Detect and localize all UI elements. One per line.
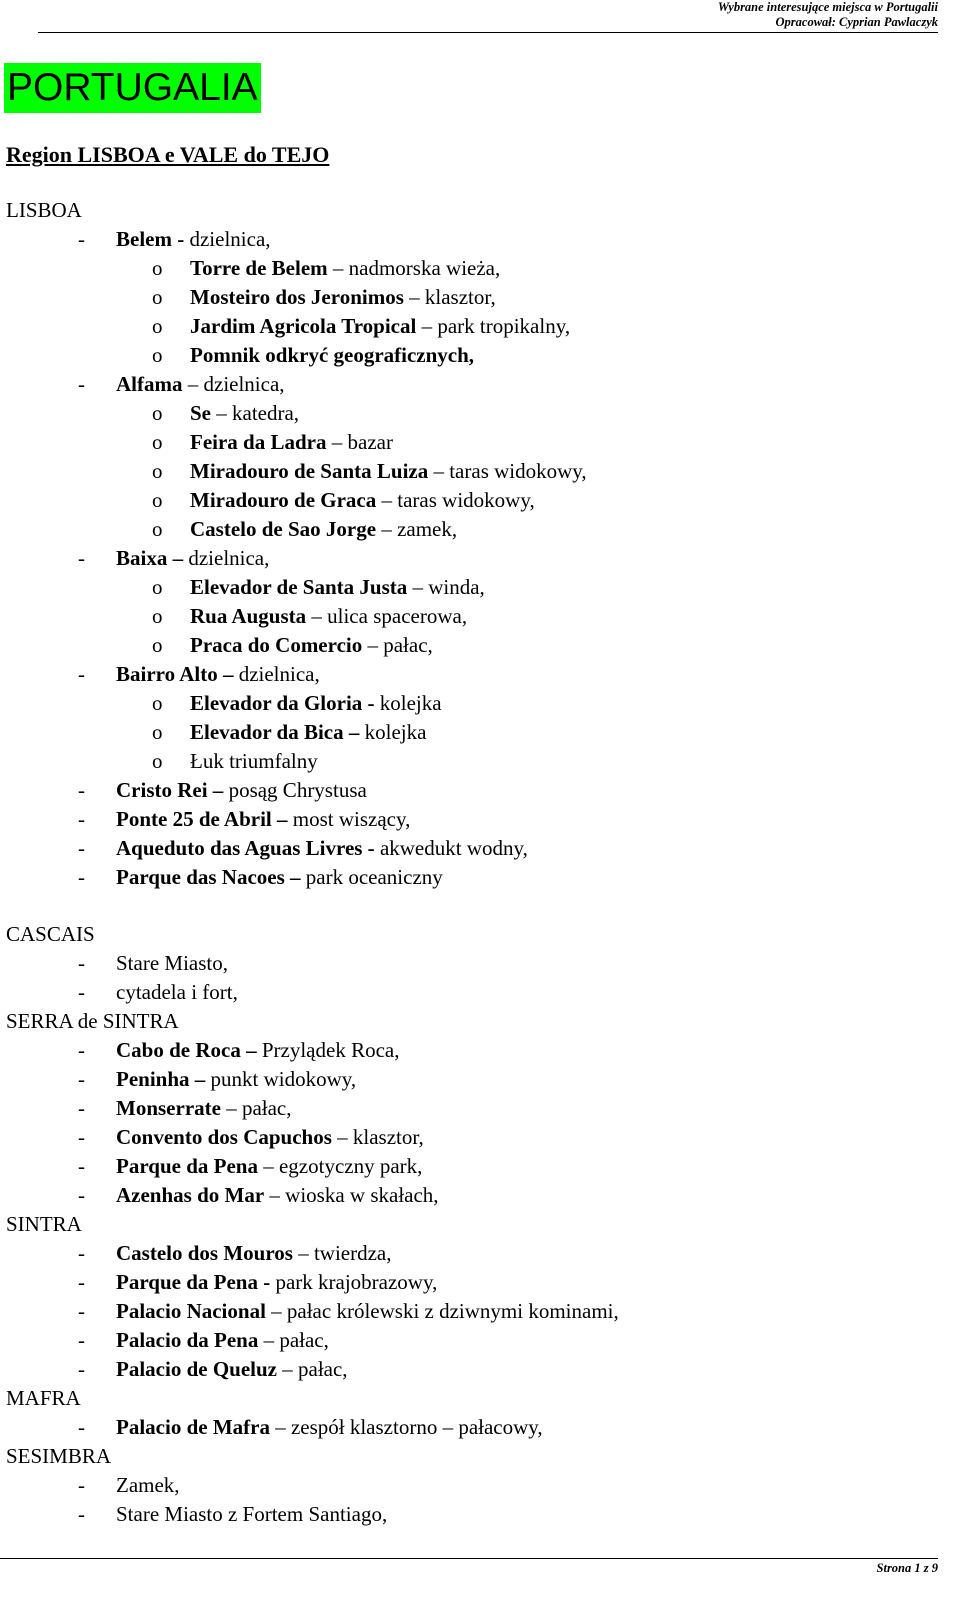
circle-bullet: o <box>152 430 163 454</box>
list-item <box>6 1268 936 1297</box>
place-name: Jardim Agricola Tropical <box>190 314 417 338</box>
item-text <box>190 747 318 776</box>
place-name: Pomnik odkryć geograficznych, <box>190 343 475 367</box>
section-heading: CASCAIS <box>6 922 95 946</box>
dash-bullet: - <box>78 807 85 831</box>
place-name: Monserrate <box>116 1096 221 1120</box>
header-line-1: Wybrane interesujące miejsca w Portugalii <box>717 0 938 14</box>
sub-list-item <box>6 428 936 457</box>
place-description: – pałac, <box>362 633 433 657</box>
sub-list-item <box>6 486 936 515</box>
item-text <box>116 225 271 254</box>
item-text <box>190 428 393 457</box>
section-heading: MAFRA <box>6 1386 81 1410</box>
circle-bullet: o <box>152 604 163 628</box>
circle-bullet: o <box>152 285 163 309</box>
item-text <box>116 1094 292 1123</box>
place-name: Castelo dos Mouros <box>116 1241 293 1265</box>
sub-list-item <box>6 254 936 283</box>
item-text <box>116 834 528 863</box>
place-description: dzielnica, <box>184 227 271 251</box>
sub-list-item <box>6 718 936 747</box>
item-text <box>116 1297 619 1326</box>
place-description: punkt widokowy, <box>205 1067 357 1091</box>
circle-bullet: o <box>152 488 163 512</box>
place-name: Palacio de Queluz <box>116 1357 277 1381</box>
place-description: – klasztor, <box>331 1125 424 1149</box>
sub-list-item <box>6 747 936 776</box>
item-text <box>190 718 426 747</box>
place-name: Azenhas do Mar <box>116 1183 265 1207</box>
list-item <box>6 660 936 689</box>
dash-bullet: - <box>78 1270 85 1294</box>
place-description: – ulica spacerowa, <box>306 604 468 628</box>
list-item <box>6 1065 936 1094</box>
place-name: Praca do Comercio <box>190 633 363 657</box>
place-description: kolejka <box>359 720 427 744</box>
place-description: most wiszący, <box>287 807 411 831</box>
place-description: dzielnica, <box>183 546 270 570</box>
item-text <box>190 486 535 515</box>
list-item <box>6 805 936 834</box>
item-text <box>116 776 367 805</box>
place-name: Palacio de Mafra <box>116 1415 270 1439</box>
list-item <box>6 1123 936 1152</box>
place-name: Elevador de Santa Justa <box>190 575 408 599</box>
section-heading: SESIMBRA <box>6 1444 112 1468</box>
section-mafra <box>6 1384 936 1442</box>
place-name: Elevador da Gloria - <box>190 691 375 715</box>
place-name: Mosteiro dos Jeronimos <box>190 285 404 309</box>
circle-bullet: o <box>152 256 163 280</box>
place-description: – pałac, <box>220 1096 292 1120</box>
dash-bullet: - <box>78 1328 85 1352</box>
page-footer: Strona 1 z 9 <box>0 1558 938 1576</box>
section-sesimbra <box>6 1442 936 1529</box>
dash-bullet: - <box>78 865 85 889</box>
place-name: Palacio da Pena <box>116 1328 259 1352</box>
item-text <box>190 689 442 718</box>
sub-list-item <box>6 631 936 660</box>
circle-bullet: o <box>152 749 163 773</box>
list-item <box>6 1036 936 1065</box>
list-item <box>6 978 936 1007</box>
dash-bullet: - <box>78 372 85 396</box>
item-text <box>116 370 285 399</box>
dash-bullet: - <box>78 951 85 975</box>
circle-bullet: o <box>152 314 163 338</box>
item-text <box>190 283 496 312</box>
place-name: Feira da Ladra <box>190 430 327 454</box>
circle-bullet: o <box>152 517 163 541</box>
item-text <box>116 1036 399 1065</box>
section-heading: LISBOA <box>6 198 82 222</box>
place-description: – pałac, <box>258 1328 329 1352</box>
section-lisboa <box>6 196 936 892</box>
place-name: Peninha – <box>116 1067 206 1091</box>
dash-bullet: - <box>78 1154 85 1178</box>
item-text <box>116 1123 424 1152</box>
page-header <box>38 0 938 33</box>
place-description: posąg Chrystusa <box>223 778 367 802</box>
circle-bullet: o <box>152 633 163 657</box>
place-name: Castelo de Sao Jorge <box>190 517 377 541</box>
item-text <box>116 863 443 892</box>
sub-list-item <box>6 602 936 631</box>
item-text <box>116 949 228 978</box>
section-serra-de-sintra <box>6 1007 936 1210</box>
item-text <box>116 1355 348 1384</box>
dash-bullet: - <box>78 1038 85 1062</box>
item-text <box>190 399 299 428</box>
place-name: Palacio Nacional <box>116 1299 266 1323</box>
list-item <box>6 1297 936 1326</box>
place-description: Stare Miasto, <box>116 951 228 975</box>
circle-bullet: o <box>152 343 163 367</box>
list-item <box>6 776 936 805</box>
sub-list-item <box>6 341 936 370</box>
dash-bullet: - <box>78 546 85 570</box>
list-item <box>6 225 936 254</box>
document-title: PORTUGALIA <box>4 63 261 113</box>
dash-bullet: - <box>78 1125 85 1149</box>
header-line-2: Opracował: Cyprian Pawlaczyk <box>775 15 938 29</box>
place-name: Cabo de Roca – <box>116 1038 257 1062</box>
region-title: Region LISBOA e VALE do TEJO <box>6 142 330 167</box>
item-text <box>116 1152 422 1181</box>
item-text <box>116 1181 439 1210</box>
place-name: Alfama <box>116 372 183 396</box>
list-item <box>6 1239 936 1268</box>
place-name: Ponte 25 de Abril – <box>116 807 288 831</box>
dash-bullet: - <box>78 227 85 251</box>
circle-bullet: o <box>152 720 163 744</box>
list-item <box>6 1181 936 1210</box>
item-text <box>190 312 570 341</box>
dash-bullet: - <box>78 1473 85 1497</box>
place-name: Baixa – <box>116 546 184 570</box>
place-name: Elevador da Bica – <box>190 720 360 744</box>
item-text <box>116 1500 387 1529</box>
circle-bullet: o <box>152 459 163 483</box>
list-item <box>6 1471 936 1500</box>
place-name: Parque das Nacoes – <box>116 865 301 889</box>
place-name: Bairro Alto – <box>116 662 234 686</box>
place-description: Łuk triumfalny <box>190 749 318 773</box>
place-description: – pałac królewski z dziwnymi kominami, <box>265 1299 619 1323</box>
place-description: cytadela i fort, <box>116 980 238 1004</box>
item-text <box>116 978 238 1007</box>
item-text <box>190 515 457 544</box>
place-name: Rua Augusta <box>190 604 307 628</box>
sub-list-item <box>6 689 936 718</box>
section-sintra <box>6 1210 936 1384</box>
list-item <box>6 544 936 573</box>
place-description: – zespół klasztorno – pałacowy, <box>269 1415 543 1439</box>
place-description: – katedra, <box>211 401 300 425</box>
place-description: – taras widokowy, <box>376 488 535 512</box>
item-text <box>190 573 485 602</box>
dash-bullet: - <box>78 836 85 860</box>
list-item <box>6 949 936 978</box>
dash-bullet: - <box>78 662 85 686</box>
sub-list-item <box>6 312 936 341</box>
list-item <box>6 1500 936 1529</box>
place-name: Belem - <box>116 227 185 251</box>
dash-bullet: - <box>78 1415 85 1439</box>
place-description: park krajobrazowy, <box>270 1270 438 1294</box>
place-name: Parque da Pena <box>116 1154 258 1178</box>
place-description: Zamek, <box>116 1473 180 1497</box>
place-name: Se <box>190 401 211 425</box>
place-description: – egzotyczny park, <box>257 1154 423 1178</box>
item-text <box>116 1239 392 1268</box>
place-name: Aqueduto das Aguas Livres - <box>116 836 375 860</box>
circle-bullet: o <box>152 401 163 425</box>
list-item <box>6 834 936 863</box>
circle-bullet: o <box>152 575 163 599</box>
section-heading: SERRA de SINTRA <box>6 1009 179 1033</box>
item-text <box>190 602 467 631</box>
place-description: – dzielnica, <box>182 372 285 396</box>
place-description: – wioska w skałach, <box>264 1183 439 1207</box>
list-item <box>6 1326 936 1355</box>
dash-bullet: - <box>78 1067 85 1091</box>
place-description: akwedukt wodny, <box>374 836 528 860</box>
list-item <box>6 1094 936 1123</box>
item-text <box>190 341 474 370</box>
place-description: park oceaniczny <box>300 865 443 889</box>
place-name: Miradouro de Santa Luiza <box>190 459 429 483</box>
place-description: – taras widokowy, <box>428 459 587 483</box>
sub-list-item <box>6 573 936 602</box>
dash-bullet: - <box>78 980 85 1004</box>
sub-list-item <box>6 515 936 544</box>
place-description: – park tropikalny, <box>416 314 571 338</box>
item-text <box>190 457 587 486</box>
item-text <box>116 805 410 834</box>
circle-bullet: o <box>152 691 163 715</box>
item-text <box>116 1326 329 1355</box>
section-cascais <box>6 920 936 1007</box>
place-description: – pałac, <box>277 1357 348 1381</box>
sub-list-item <box>6 457 936 486</box>
dash-bullet: - <box>78 1502 85 1526</box>
dash-bullet: - <box>78 1357 85 1381</box>
dash-bullet: - <box>78 1096 85 1120</box>
section-heading: SINTRA <box>6 1212 82 1236</box>
dash-bullet: - <box>78 778 85 802</box>
item-text <box>116 1413 543 1442</box>
place-description: Stare Miasto z Fortem Santiago, <box>116 1502 388 1526</box>
place-description: – klasztor, <box>403 285 496 309</box>
place-name: Cristo Rei – <box>116 778 224 802</box>
place-name: Convento dos Capuchos <box>116 1125 332 1149</box>
place-description: – winda, <box>407 575 485 599</box>
item-text <box>116 660 320 689</box>
item-text <box>190 254 500 283</box>
list-item <box>6 863 936 892</box>
item-text <box>116 1268 437 1297</box>
place-description: kolejka <box>374 691 442 715</box>
place-description: – nadmorska wieża, <box>327 256 501 280</box>
item-text <box>116 544 269 573</box>
list-item <box>6 1355 936 1384</box>
sub-list-item <box>6 399 936 428</box>
place-name: Torre de Belem <box>190 256 328 280</box>
list-item <box>6 1413 936 1442</box>
dash-bullet: - <box>78 1299 85 1323</box>
dash-bullet: - <box>78 1241 85 1265</box>
list-item <box>6 1152 936 1181</box>
item-text <box>116 1065 356 1094</box>
item-text <box>116 1471 180 1500</box>
place-name: Miradouro de Graca <box>190 488 377 512</box>
item-text <box>190 631 433 660</box>
place-description: dzielnica, <box>233 662 320 686</box>
place-description: Przylądek Roca, <box>256 1038 400 1062</box>
place-name: Parque da Pena - <box>116 1270 271 1294</box>
place-description: – twierdza, <box>292 1241 392 1265</box>
place-description: – bazar <box>326 430 393 454</box>
document-content <box>6 196 936 1529</box>
list-item <box>6 370 936 399</box>
place-description: – zamek, <box>376 517 458 541</box>
sub-list-item <box>6 283 936 312</box>
dash-bullet: - <box>78 1183 85 1207</box>
